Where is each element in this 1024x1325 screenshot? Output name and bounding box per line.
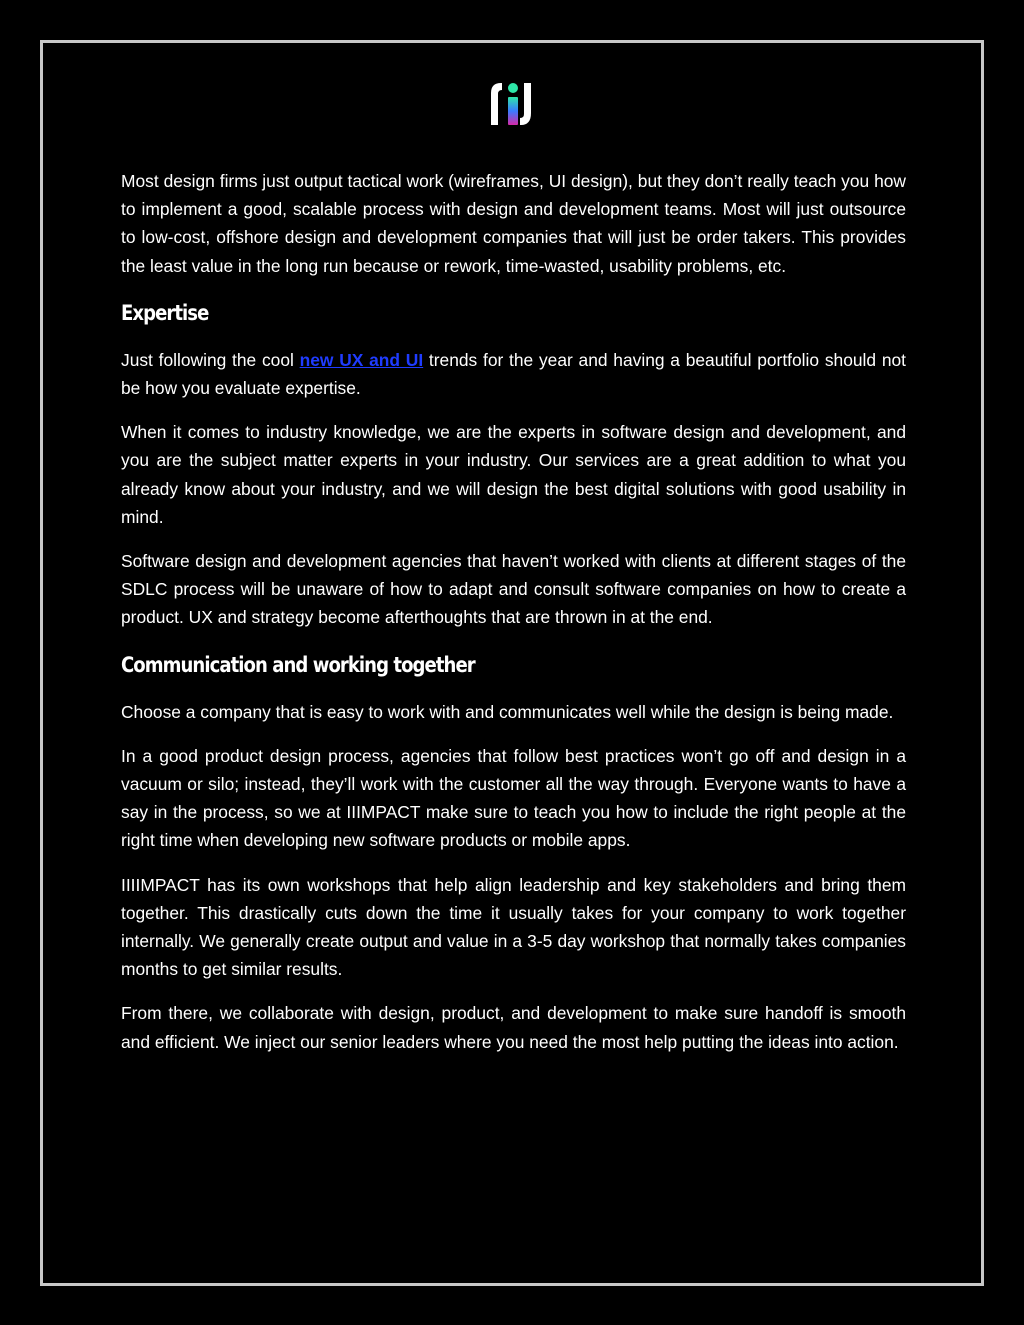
expertise-p1-before: Just following the cool: [121, 349, 300, 370]
expertise-heading: Expertise: [121, 300, 209, 325]
expertise-paragraph-3: Software design and development agencies that haven’t worked with clients at different stages of the SDLC process will be unaware of how to adapt and consult software companies on how to create a product. UX and strategy become afterthoughts that are thrown in at the end.: [121, 551, 906, 628]
expertise-paragraph-2: When it comes to industry knowledge, we are the experts in software design and development, and you are the subject matter experts in your industry. Our services are a great addition to what you already know about your industry, and we will design the best digital solutions with good usability in mind.: [121, 422, 906, 527]
intro-paragraph: Most design firms just output tactical work (wireframes, UI design), but they don’t really teach you how to implement a good, scalable process with design and development teams. Most will just outsource to low-cost, offshore design and development companies that will just be order takers. This provides the least value in the long run because or rework, time-wasted, usability problems, etc.: [121, 171, 906, 276]
communication-heading: Communication and working together: [121, 652, 475, 677]
iiimpact-logo-icon: [488, 81, 544, 125]
expertise-p1-after: trends for the year and having a beautiful portfolio should not be how you evaluate expertise.: [121, 349, 906, 399]
communication-paragraph-3: IIIIMPACT has its own workshops that help align leadership and key stakeholders and bring them together. This drastically cuts down the time it usually takes for your company to work together internally. We generally create output and value in a 3-5 day workshop that normally takes companies months to get similar results.: [121, 874, 906, 980]
document-body: [121, 167, 906, 1072]
communication-paragraph-4: From there, we collaborate with design, product, and development to make sure handoff is smooth and efficient. We inject our senior leaders where you need the most help putting the ideas into action.: [121, 1003, 906, 1052]
communication-paragraph-1: Choose a company that is easy to work with and communicates well while the design is being made.: [121, 701, 894, 722]
communication-paragraph-2: In a good product design process, agencies that follow best practices won’t go off and design in a vacuum or silo; instead, they’ll work with the customer all the way through. Everyone wants to have a say in the process, so we at IIIMPACT make sure to teach you how to include the right people at the right time when developing new software products or mobile apps.: [121, 745, 906, 851]
ux-ui-trends-link[interactable]: new UX and UI: [299, 349, 424, 370]
expertise-paragraph-1: [121, 346, 906, 402]
document-page: [40, 40, 984, 1286]
